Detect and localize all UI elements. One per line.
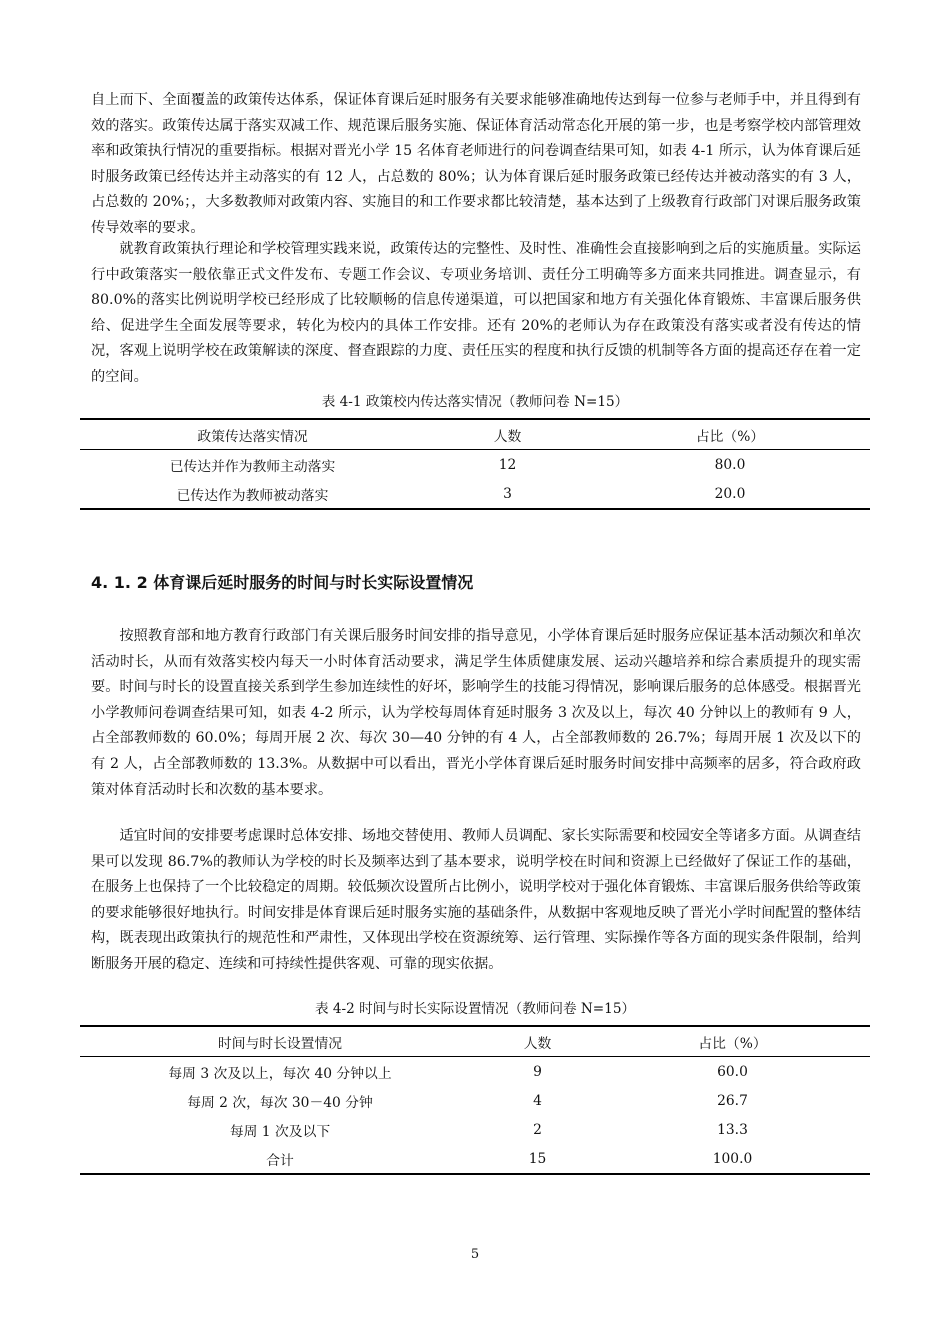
- table-header-cell: 占比（%）: [695, 428, 765, 445]
- table-header-cell: 人数: [523, 1035, 552, 1052]
- table-cell: 每周 3 次及以上，每次 40 分钟以上: [168, 1065, 392, 1082]
- table-header-cell: 人数: [493, 428, 522, 445]
- table-4-2: [80, 1025, 870, 1175]
- table-total-row: [80, 1144, 870, 1174]
- table-header-row: [80, 419, 870, 450]
- table-cell: 每周 1 次及以下: [229, 1123, 331, 1140]
- table-cell: 3: [503, 485, 512, 502]
- table-row: [80, 1086, 870, 1115]
- table-cell: 26.7: [717, 1092, 748, 1109]
- table-header-cell: 占比（%）: [698, 1035, 767, 1052]
- body-paragraph-3: 按照教育部和地方教育行政部门有关课后服务时间安排的指导意见，小学体育课后延时服务应保证基本活动频次和单次活动时长，从而有效落实校内每天一小时体育活动要求，满足学生体质健康发展、运动兴趣培养和综合素质提升的现实需要。时间与时长的设置直接关系到学生参加连续性的好坏，影响学生的技能习得情况，影响课后服务的总体感受。根据晋光小学教师问卷调查结果可知，如表 4-2 所示，认为学校每周体育延时服务 3 次及以上，每次 40 分钟以上的教师有 9 人，占全部教师数的 60.0%；每周开展 2 次、每次 30—40 分钟的有 4 人，占全部教师数的 26.7%；每周开展 1 次及以下的有 2 人，占全部教师数的 13.3%。从数据中可以看出，晋光小学体育课后延时服务时间安排中高频率的居多，符合政府政策对体育活动时长和次数的基本要求。: [91, 628, 861, 798]
- table-cell: 已传达并作为教师主动落实: [169, 458, 336, 475]
- table-cell: 100.0: [712, 1150, 753, 1167]
- table-row: [80, 450, 870, 480]
- table-row: [80, 1115, 870, 1144]
- table-4-1: [80, 418, 870, 510]
- table-cell: 13.3: [717, 1121, 748, 1138]
- body-paragraph-1: 自上而下、全面覆盖的政策传达体系，保证体育课后延时服务有关要求能够准确地传达到每一位参与老师手中，并且得到有效的落实。政策传达属于落实双减工作、规范课后服务实施、保证体育活动常态化开展的第一步，也是考察学校内部管理效率和政策执行情况的重要指标。根据对晋光小学 15 名体育老师进行的问卷调查结果可知，如表 4-1 所示，认为体育课后延时服务政策已经传达并主动落实的有 12 人，占总数的 80%；认为体育课后延时服务政策已经传达并被动落实的有 3 人，占总数的 20%；，大多数教师对政策内容、实施目的和工作要求都比较清楚，基本达到了上级教育行政部门对课后服务政策传导效率的要求。: [91, 92, 861, 236]
- table-cell: 80.0: [714, 456, 746, 473]
- table-row: [80, 479, 870, 509]
- table-header-row: [80, 1026, 870, 1057]
- body-paragraph-2: 就教育政策执行理论和学校管理实践来说，政策传达的完整性、及时性、准确性会直接影响到之后的实施质量。实际运行中政策落实一般依靠正式文件发布、专题工作会议、专项业务培训、责任分工明确等多方面来共同推进。调查显示，有 80.0%的落实比例说明学校已经形成了比较顺畅的信息传递渠道，可以把国家和地方有关强化体育锻炼、丰富课后服务供给、促进学生全面发展等要求，转化为校内的具体工作安排。还有 20%的老师认为存在政策没有落实或者没有传达的情况，客观上说明学校在政策解读的深度、督查跟踪的力度、责任压实的程度和执行反馈的机制等各方面的提高还存在着一定的空间。: [91, 241, 861, 385]
- table-4-2-caption: 表 4-2 时间与时长实际设置情况（教师问卷 N=15）: [314, 1001, 636, 1017]
- table-cell: 15: [528, 1150, 547, 1167]
- table-row: [80, 1057, 870, 1087]
- table-cell: 9: [533, 1063, 542, 1080]
- table-cell: 合计: [266, 1152, 294, 1169]
- table-cell: 60.0: [717, 1063, 748, 1080]
- table-header-cell: 政策传达落实情况: [197, 428, 308, 445]
- table-cell: 每周 2 次，每次 30－40 分钟: [187, 1094, 373, 1111]
- section-heading: 4. 1. 2 体育课后延时服务的时间与时长实际设置情况: [91, 573, 474, 592]
- table-4-1-caption: 表 4-1 政策校内传达落实情况（教师问卷 N=15）: [321, 394, 629, 410]
- table-cell: 4: [533, 1092, 542, 1109]
- table-header-cell: 时间与时长设置情况: [217, 1035, 343, 1052]
- table-cell: 20.0: [714, 485, 746, 502]
- table-cell: 12: [498, 456, 517, 473]
- body-paragraph-4: 适宜时间的安排要考虑课时总体安排、场地交替使用、教师人员调配、家长实际需要和校园安全等诸多方面。从调查结果可以发现 86.7%的教师认为学校的时长及频率达到了基本要求，说明学校在时间和资源上已经做好了保证工作的基础，在服务上也保持了一个比较稳定的周期。较低频次设置所占比例小，说明学校对于强化体育锻炼、丰富课后服务供给等政策的要求能够很好地执行。时间安排是体育课后延时服务实施的基础条件，从数据中客观地反映了晋光小学时间配置的整体结构，既表现出政策执行的规范性和严肃性，又体现出学校在资源统筹、运行管理、实际操作等各方面的现实条件限制，给判断服务开展的稳定、连续和可持续性提供客观、可靠的现实依据。: [91, 828, 861, 972]
- page-number: 5: [470, 1247, 480, 1262]
- table-cell: 2: [533, 1121, 542, 1138]
- table-cell: 已传达作为教师被动落实: [176, 487, 329, 504]
